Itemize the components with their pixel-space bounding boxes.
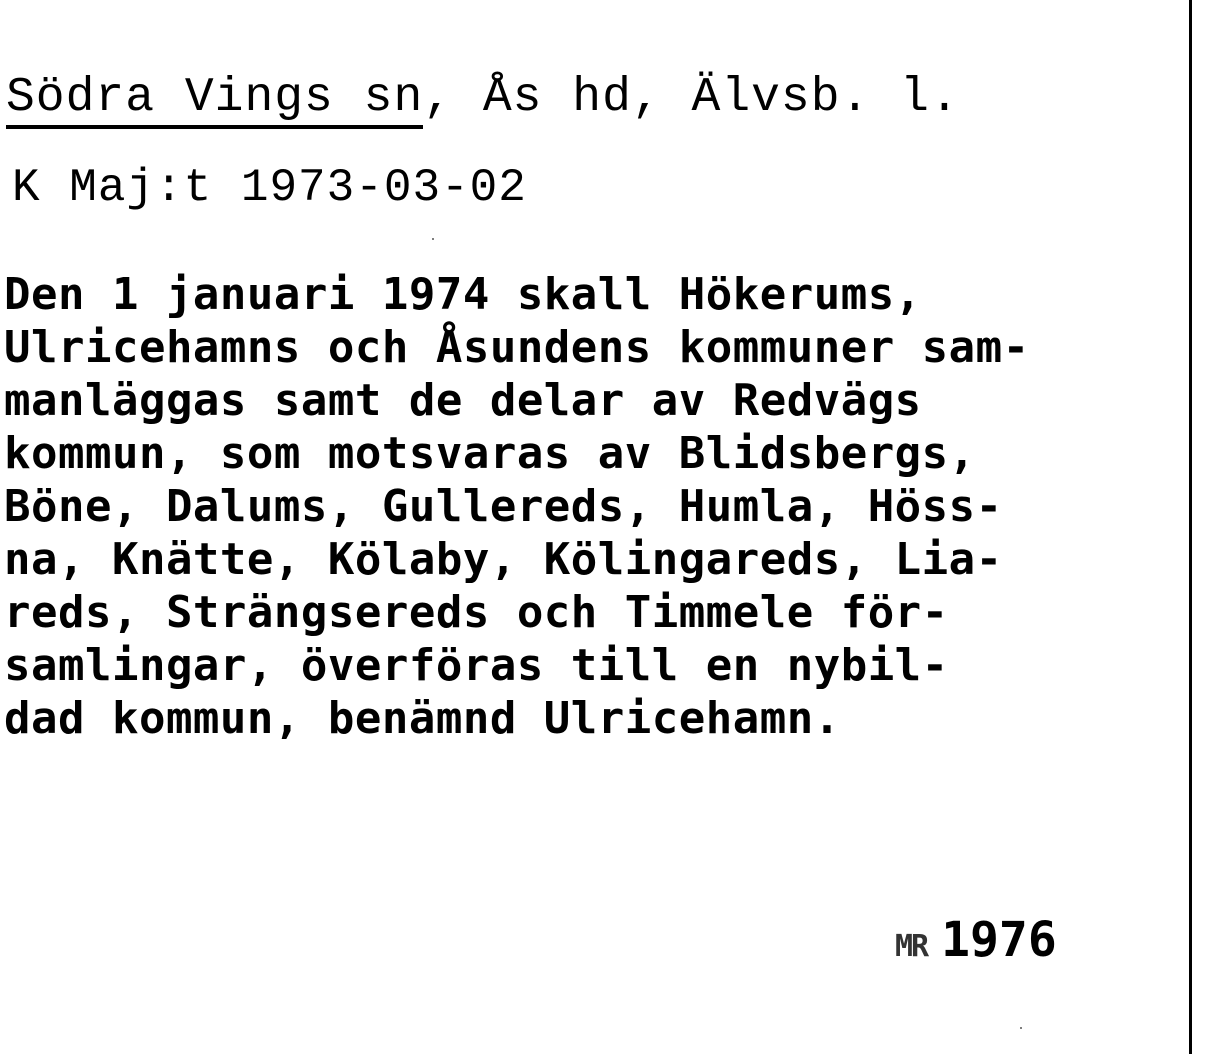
body-line: Ulricehamns och Åsundens kommuner sam-: [4, 322, 1030, 373]
body-line: samlingar, överföras till en nybil-: [4, 640, 949, 691]
scan-speck: [1020, 1027, 1022, 1029]
heading-district: , Ås hd, Älvsb. l.: [423, 71, 960, 125]
body-line: kommun, som motsvaras av Blidsbergs,: [4, 428, 976, 479]
scan-speck: [432, 238, 434, 240]
body-line: Böne, Dalums, Gullereds, Humla, Höss-: [4, 481, 1003, 532]
card-edge-line: [1189, 0, 1192, 1054]
body-line: na, Knätte, Kölaby, Kölingareds, Lia-: [4, 534, 1003, 585]
card-body-text: [4, 268, 1184, 745]
stamp-initials: MR: [895, 929, 928, 964]
stamp-year: 1976: [941, 912, 1057, 968]
body-line: Den 1 januari 1974 skall Hökerums,: [4, 269, 922, 320]
body-line: dad kommun, benämnd Ulricehamn.: [4, 693, 841, 744]
body-line: reds, Strängsereds och Timmele för-: [4, 587, 949, 638]
parish-name: Södra Vings sn: [6, 71, 423, 129]
decree-line: K Maj:t 1973-03-02: [12, 162, 527, 214]
card-heading: [6, 66, 960, 130]
body-line: manläggas samt de delar av Redvägs: [4, 375, 922, 426]
signature-stamp: [895, 912, 1057, 968]
